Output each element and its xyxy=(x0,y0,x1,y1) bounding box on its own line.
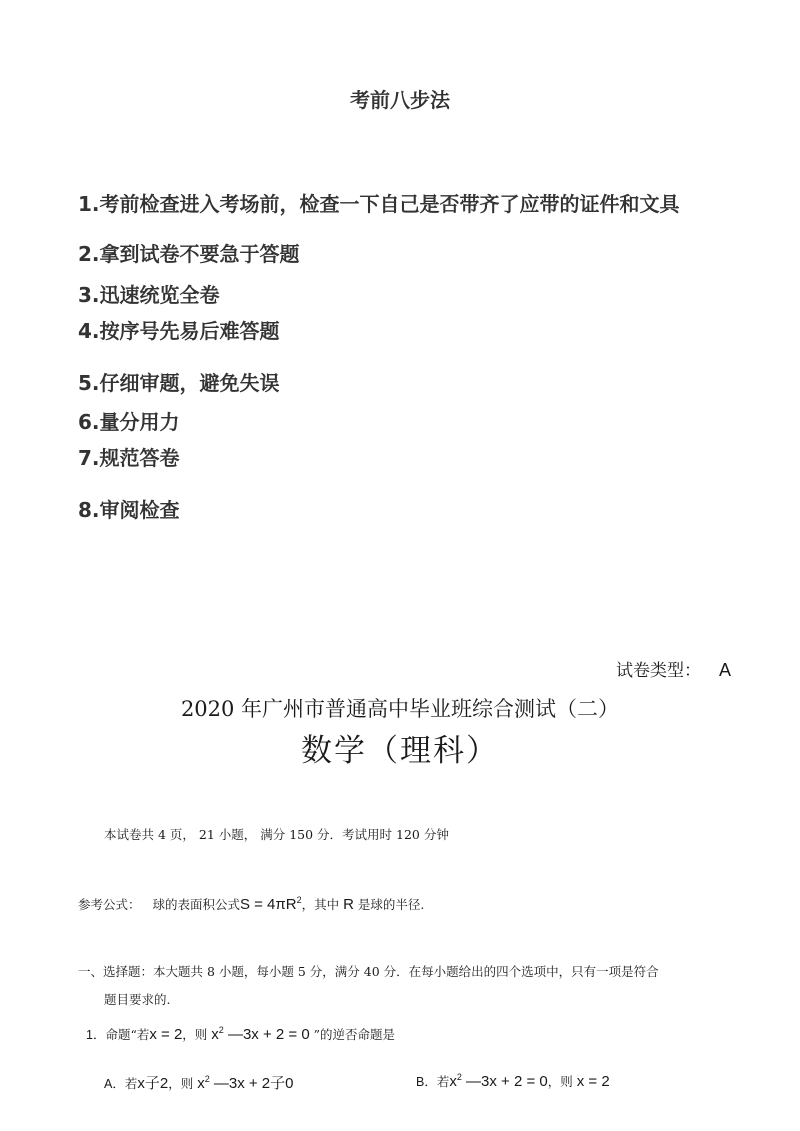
formula-math-sup: 2 xyxy=(296,895,302,905)
question-1-math-2-base: x xyxy=(211,1026,219,1043)
question-1 xyxy=(86,1025,395,1043)
paper-type-label: 试卷类型： xyxy=(616,661,701,681)
section-heading-line-2: 题目要求的. xyxy=(104,992,171,1007)
question-1-post: ”的逆否命题是 xyxy=(309,1027,396,1042)
option-a-math-2-base: x xyxy=(197,1075,205,1092)
exam-info-line: 本试卷共 4 页， 21 小题， 满分 150 分．考试用时 120 分钟 xyxy=(104,827,449,842)
formula-post-b: 是球的半径. xyxy=(353,897,425,912)
question-1-math-1: x = 2 xyxy=(149,1026,183,1043)
option-a-pre: 若 xyxy=(124,1076,138,1091)
option-a-math-1: x子2 xyxy=(137,1075,169,1092)
question-1-math-2-sup: 2 xyxy=(218,1025,224,1035)
formula-math xyxy=(240,896,302,913)
option-a xyxy=(104,1072,294,1093)
option-a-math-3: —3x + 2子0 xyxy=(209,1075,294,1092)
formula-label: 参考公式： xyxy=(78,897,141,912)
option-b xyxy=(416,1072,610,1090)
tip-step-8: 8.审阅检查 xyxy=(78,498,180,522)
option-b-math-3: x = 2 xyxy=(576,1073,610,1090)
option-b-math-1 xyxy=(449,1073,547,1090)
option-a-math-2-sup: 2 xyxy=(204,1074,210,1084)
option-b-math-1-base: x xyxy=(449,1073,457,1090)
option-a-mid: ，则 xyxy=(168,1076,198,1091)
question-1-number: 1． xyxy=(86,1028,106,1042)
exam-subject: 数学（理科） xyxy=(301,733,499,769)
paper-type-value: A xyxy=(719,660,732,680)
tip-step-3: 3.迅速统览全卷 xyxy=(78,283,220,307)
tip-step-2: 2.拿到试卷不要急于答题 xyxy=(78,242,300,266)
tips-title: 考前八步法 xyxy=(350,88,450,112)
option-b-math-1-sup: 2 xyxy=(456,1072,462,1082)
question-1-pre: 命题“若 xyxy=(105,1027,150,1042)
option-b-label: B． xyxy=(416,1075,437,1089)
tip-step-1: 1.考前检查进入考场前，检查一下自己是否带齐了应带的证件和文具 xyxy=(78,192,680,216)
question-1-mid: ，则 xyxy=(182,1027,212,1042)
tip-step-4: 4.按序号先易后难答题 xyxy=(78,319,280,343)
formula-pre: 球的表面积公式 xyxy=(152,897,240,912)
question-1-math-3: —3x + 2 = 0 xyxy=(223,1026,310,1043)
formula-r: R xyxy=(343,896,354,913)
option-a-label: A． xyxy=(104,1077,125,1091)
tip-step-7: 7.规范答卷 xyxy=(78,446,180,470)
paper-type xyxy=(616,656,731,681)
formula-line xyxy=(78,895,424,913)
formula-post-a: ，其中 xyxy=(301,897,344,912)
option-a-math-2 xyxy=(197,1075,293,1092)
tip-step-5: 5.仔细审题，避免失误 xyxy=(78,371,280,395)
option-b-math-2: —3x + 2 = 0 xyxy=(461,1073,548,1090)
section-heading-line-1: 一、选择题：本大题共 8 小题，每小题 5 分，满分 40 分．在每小题给出的四个选项中，只有一项是符合 xyxy=(78,964,659,979)
tip-step-6: 6.量分用力 xyxy=(78,410,180,434)
option-b-pre: 若 xyxy=(436,1074,450,1089)
formula-math-main: S = 4πR xyxy=(239,896,297,913)
question-1-math-2 xyxy=(211,1026,309,1043)
option-b-mid: ，则 xyxy=(547,1074,577,1089)
exam-title: 2020 年广州市普通高中毕业班综合测试（二） xyxy=(180,697,620,721)
